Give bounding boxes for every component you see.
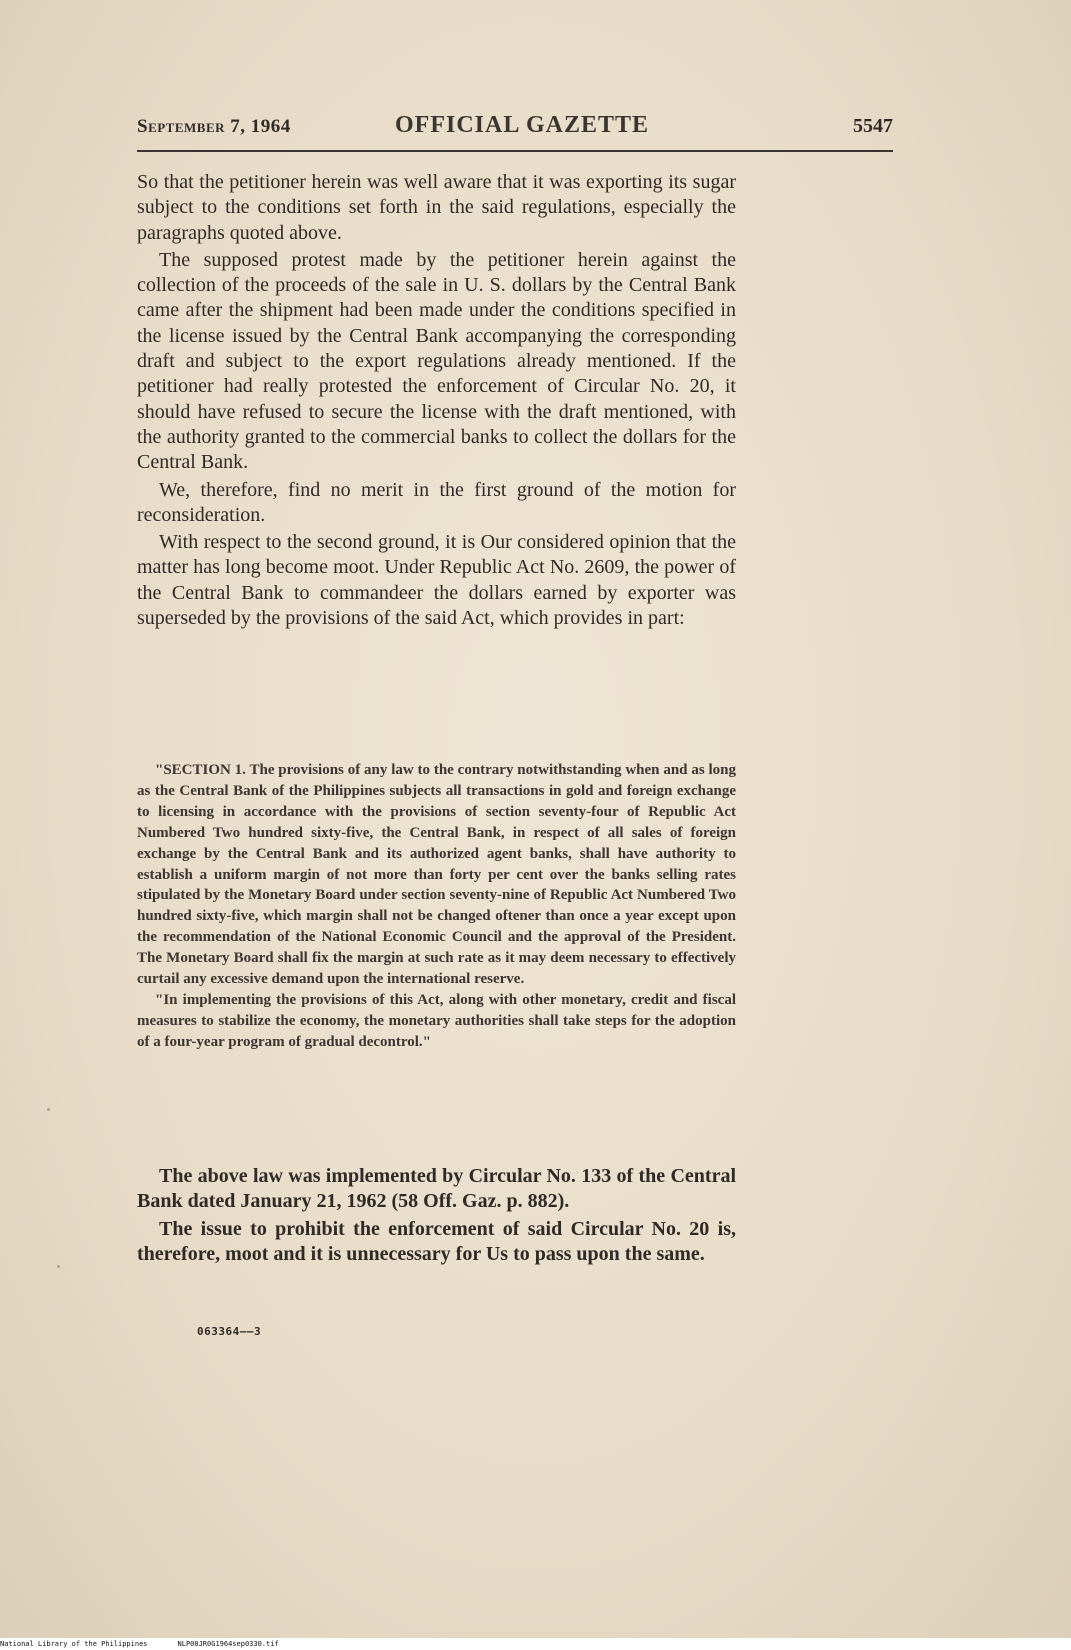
header-title: OFFICIAL GAZETTE bbox=[395, 112, 650, 138]
paper-speck bbox=[57, 1265, 60, 1268]
closing-body bbox=[137, 1164, 736, 1270]
paragraph: We, therefore, find no merit in the first ground of the motion for reconsideration. bbox=[137, 478, 736, 526]
page-header bbox=[137, 112, 893, 152]
paragraph: The issue to prohibit the enforcement of said Circular No. 20 is, therefore, moot and it is unnecessary for Us to pass upon the same. bbox=[137, 1217, 736, 1266]
paragraph: So that the petitioner herein was well aware that it was exporting its sugar subject to the conditions set forth in the said regulations, especially the paragraphs quoted above. bbox=[137, 171, 736, 244]
paragraph: With respect to the second ground, it is Our considered opinion that the matter has long become moot. Under Republic Act No. 2609, the power of the Central Bank to commandeer the dollars earned by exporter was superseded by the provisions of the said Act, which provides in part: bbox=[137, 531, 736, 630]
main-body bbox=[137, 170, 736, 633]
printer-code: 063364——3 bbox=[197, 1325, 262, 1338]
paper-speck bbox=[47, 1108, 50, 1111]
quote-paragraph: "SECTION 1. The provisions of any law to the contrary notwithstanding when and as long as the Central Bank of the Philippines subjects all transactions in gold and foreign exchange to licensing in accordance with the provisions of section seventy-four of Republic Act Numbered Two hundred sixty-five, the Central Bank, in respect of all sales of foreign exchange by the Central Bank and its authorized agent banks, shall have authority to establish a uniform margin of not more than forty per cent over the banks selling rates stipulated by the Monetary Board under section seventy-nine of Republic Act Numbered Two hundred sixty-five, which margin shall not be changed oftener than once a year except upon the recommendation of the National Economic Council and the approval of the President. The Monetary Board shall fix the margin at such rate as it may deem necessary to effectively curtail any excessive demand upon the international reserve. bbox=[137, 762, 736, 988]
quoted-statute bbox=[137, 760, 736, 1053]
header-page-number: 5547 bbox=[853, 115, 893, 137]
header-date: September 7, 1964 bbox=[137, 116, 291, 137]
paragraph: The supposed protest made by the petitioner herein against the collection of the proceeds of the sale in U. S. dollars by the Central Bank came after the shipment had been made under the conditions specified in the license issued by the Central Bank accompanying the corresponding draft and subject to the export regulations already mentioned. If the petitioner had really protested the enforcement of Circular No. 20, it should have refused to secure the license with the draft mentioned, with the authority granted to the commercial banks to collect the dollars for the Central Bank. bbox=[137, 248, 736, 474]
scan-library: National Library of the Philippines bbox=[0, 1640, 148, 1648]
quote-paragraph: "In implementing the provisions of this Act, along with other monetary, credit and fiscal measures to stabilize the economy, the monetary authorities shall take steps for the adoption of a four-year program of gradual decontrol." bbox=[137, 991, 736, 1050]
paragraph: The above law was implemented by Circular No. 133 of the Central Bank dated January 21, 1962 (58 Off. Gaz. p. 882). bbox=[137, 1165, 736, 1213]
scan-footer bbox=[0, 1638, 1071, 1650]
header-rule bbox=[137, 150, 893, 152]
scan-filename: NLP00JR0G1964sep0330.tif bbox=[177, 1640, 279, 1648]
